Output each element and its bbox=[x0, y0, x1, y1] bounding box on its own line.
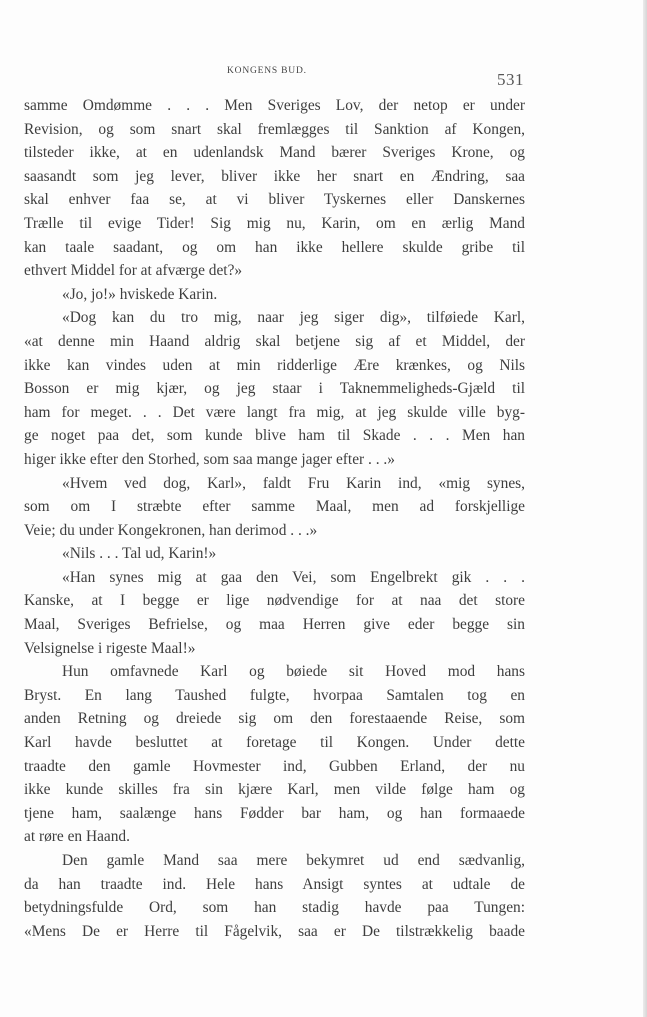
text-line: da han traadte ind. Hele hans Ansigt syntes at udtale de bbox=[24, 875, 525, 893]
text-line: ikke kunde skilles fra sin kjære Karl, men vilde følge ham og bbox=[24, 781, 525, 799]
text-line: tjene ham, saalænge hans Fødder bar ham, og han formaaede bbox=[24, 804, 525, 822]
page-edge bbox=[643, 0, 647, 1017]
text-line: kan taale saadant, og om han ikke hellere skulde gribe til bbox=[24, 238, 525, 256]
text-line: «at denne min Haand aldrig skal betjene sig af et Middel, der bbox=[24, 332, 525, 350]
text-line: «Mens De er Herre til Fågelvik, saa er De tilstrækkelig baade bbox=[24, 922, 525, 940]
body-text bbox=[24, 94, 525, 943]
text-line: «Dog kan du tro mig, naar jeg siger dig», tilføiede Karl, bbox=[62, 309, 525, 327]
text-line: skal enhver faa se, at vi bliver Tyskernes eller Danskernes bbox=[24, 191, 525, 209]
text-line: ge noget paa det, som kunde blive ham til Skade . . . Men han bbox=[24, 427, 525, 445]
text-line: traadte den gamle Hovmester ind, Gubben Erland, der nu bbox=[24, 757, 525, 775]
text-line: Bryst. En lang Taushed fulgte, hvorpaa Samtalen tog en bbox=[24, 686, 525, 704]
text-line: som om I stræbte efter samme Maal, men ad forskjellige bbox=[24, 498, 525, 516]
text-line: «Nils . . . Tal ud, Karin!» bbox=[62, 545, 217, 563]
text-line: samme Omdømme . . . Men Sveriges Lov, der netop er under bbox=[24, 97, 525, 114]
text-line: Maal, Sveriges Befrielse, og maa Herren give eder begge sin bbox=[24, 616, 525, 634]
text-line: Trælle til evige Tider! Sig mig nu, Karin, om en ærlig Mand bbox=[24, 214, 525, 232]
text-line: Hun omfavnede Karl og bøiede sit Hoved mod hans bbox=[62, 663, 525, 681]
text-line: «Jo, jo!» hviskede Karin. bbox=[62, 285, 218, 303]
running-title: KONGENS BUD. bbox=[227, 66, 307, 76]
text-line: «Han synes mig at gaa den Vei, som Engelbrekt gik . . . bbox=[62, 568, 525, 586]
text-line: Karl havde besluttet at foretage til Kongen. Under dette bbox=[24, 734, 525, 752]
text-line: Velsignelse i rigeste Maal!» bbox=[24, 639, 196, 657]
text-line: betydningsfulde Ord, som han stadig havde paa Tungen: bbox=[24, 899, 525, 917]
text-line: ham for meget. . . Det være langt fra mig, at jeg skulde ville byg- bbox=[24, 403, 525, 421]
text-line: Revision, og som snart skal fremlægges til Sanktion af Kongen, bbox=[24, 120, 525, 138]
text-line: Veie; du under Kongekronen, han derimod . . .» bbox=[24, 521, 318, 539]
text-line: tilsteder ikke, at en udenlandsk Mand bærer Sveriges Krone, og bbox=[24, 144, 525, 162]
text-line: Den gamle Mand saa mere bekymret ud end sædvanlig, bbox=[62, 852, 525, 869]
page-number: 531 bbox=[497, 70, 524, 89]
text-line: «Hvem ved dog, Karl», faldt Fru Karin ind, «mig synes, bbox=[62, 474, 525, 492]
text-line: higer ikke efter den Storhed, som saa mange jager efter . . .» bbox=[24, 450, 395, 468]
text-line: Kanske, at I begge er lige nødvendige for at naa det store bbox=[24, 592, 525, 610]
text-line: Bosson er mig kjær, og jeg staar i Taknemmeligheds-Gjæld til bbox=[24, 380, 525, 398]
text-line: saasandt som jeg lever, bliver ikke her snart en Ændring, saa bbox=[24, 167, 525, 185]
text-line: ethvert Middel for at afværge det?» bbox=[24, 262, 243, 280]
text-line: anden Retning og dreiede sig om den forestaaende Reise, som bbox=[24, 710, 525, 728]
text-line: ikke kan vindes uden at min ridderlige Ære krænkes, og Nils bbox=[24, 356, 525, 374]
text-line: at røre en Haand. bbox=[24, 828, 130, 846]
